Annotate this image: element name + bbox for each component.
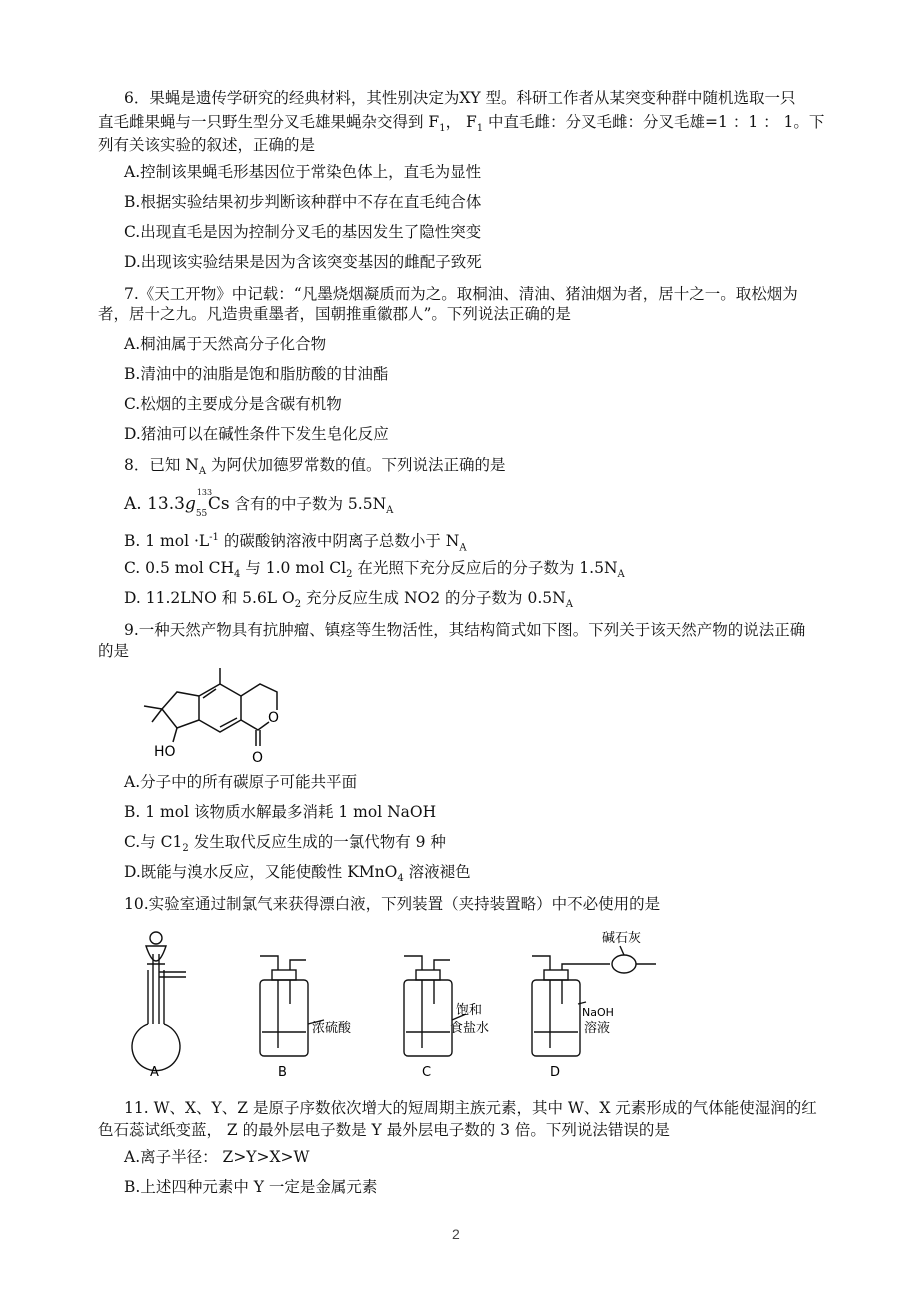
q9-stem-line2: 的是 xyxy=(98,642,130,660)
q7-option-c: C.松烟的主要成分是含碳有机物 xyxy=(124,395,342,413)
q9-option-c: C.与 $C1_2$ 发生取代反应生成的一氯代物有 9 种 xyxy=(124,833,446,855)
ring-oxygen-label: O xyxy=(268,710,280,726)
reagent-soda-lime: 碱石灰 xyxy=(602,931,642,946)
q10-stem: 10.实验室通过制氯气来获得漂白液，下列装置（夹持装置略）中不必使用的是 xyxy=(124,895,661,913)
q6-stem-line2: 直毛雌果蝇与一只野生型分叉毛雄果蝇杂交得到 $F_1$， $F_1$ 中直毛雌：分叉毛雌：分叉毛雄=1 ：1 ： 1。下 xyxy=(98,113,825,135)
q11-stem-line2: 色石蕊试纸变蓝， Z 的最外层电子数是 Y 最外层电子数的 3 倍。下列说法错误的是 xyxy=(98,1121,670,1139)
q6-stem-line3: 列有关该实验的叙述，正确的是 xyxy=(98,136,316,154)
q6-option-c: C.出现直毛是因为控制分叉毛的基因发生了隐性突变 xyxy=(124,223,482,241)
q8-option-a: A. 13.3g 133 55 Cs 含有的中子数为 $5.5N_A$ xyxy=(124,488,394,519)
reagent-solution: 溶液 xyxy=(584,1021,611,1036)
apparatus-d-label: D xyxy=(550,1065,561,1080)
q6-option-d: D.出现该实验结果是因为含该突变基因的雌配子致死 xyxy=(124,253,482,271)
cyclopentane-ring xyxy=(162,692,199,728)
q9-option-b: B. 1 mol 该物质水解最多消耗 1 mol NaOH xyxy=(124,803,437,821)
q9-option-d: D.既能与溴水反应，又能使酸性 KMnO$_4$ 溶液褪色 xyxy=(124,863,471,885)
carbonyl-oxygen-label: O xyxy=(252,750,264,766)
reagent-conc-sulfuric-acid: 浓硫酸 xyxy=(312,1021,352,1036)
q9-option-a: A.分子中的所有碳原子可能共平面 xyxy=(124,773,358,791)
q8-option-b: B. 1 mol $\cdot L^{-1}$ 的碳酸钠溶液中阴离子总数小于 $N_A$ xyxy=(124,532,467,554)
apparatus-b-label: B xyxy=(278,1065,287,1080)
q10-apparatus-figure xyxy=(120,924,680,1080)
q11-option-a: A.离子半径： Z>Y>X>W xyxy=(124,1148,310,1166)
q7-option-b: B.清油中的油脂是饱和脂肪酸的甘油酯 xyxy=(124,365,389,383)
q6-option-b: B.根据实验结果初步判断该种群中不存在直毛纯合体 xyxy=(124,193,482,211)
apparatus-b-bottle xyxy=(260,956,324,1056)
reagent-saturated: 饱和 xyxy=(456,1003,483,1018)
lactone-ring xyxy=(241,684,277,710)
q8-option-c: C. 0.5 mol $CH_4$ 与 1.0 mol $Cl_2$ 在光照下充分反应后的分子数为 $1.5N_A$ xyxy=(124,559,625,581)
q7-option-a: A.桐油属于天然高分子化合物 xyxy=(124,335,327,353)
reagent-naoh: NaOH xyxy=(582,1006,614,1019)
q11-option-b: B.上述四种元素中 Y 一定是金属元素 xyxy=(124,1178,378,1196)
apparatus-a-label: A xyxy=(150,1065,159,1080)
q8-stem: 8．已知 $N_A$ 为阿伏加德罗常数的值。下列说法正确的是 xyxy=(124,456,506,478)
hydroxyl-label: HO xyxy=(154,744,176,760)
q8-option-d: D. 11.2LNO 和 5.6L $O_2$ 充分反应生成 NO2 的分子数为 $0.5N_A$ xyxy=(124,589,573,611)
q7-stem-line2: 者，居十之九。凡造贵重墨者，国朝推重徽郡人”。下列说法正确的是 xyxy=(98,305,571,323)
q7-stem-line1: 7.《天工开物》中记载：“凡墨烧烟凝质而为之。取桐油、清油、猪油烟为者，居十之一。取松烟为 xyxy=(124,285,798,303)
apparatus-a-flask xyxy=(132,932,186,1071)
q6-stem-line1: 6．果蝇是遗传学研究的经典材料，其性别决定为XY 型。科研工作者从某突变种群中随机选取一只 xyxy=(124,89,796,107)
page-number: 2 xyxy=(452,1226,460,1242)
q11-stem-line1: 11. W、X、Y、Z 是原子序数依次增大的短周期主族元素，其中 W、X 元素形成的气体能使湿润的红 xyxy=(124,1099,817,1117)
reagent-salt-water: 食盐水 xyxy=(450,1021,490,1036)
apparatus-d-bottle xyxy=(532,946,656,1056)
q7-option-d: D.猪油可以在碱性条件下发生皂化反应 xyxy=(124,425,389,443)
benzene-ring xyxy=(199,684,241,732)
apparatus-c-label: C xyxy=(422,1065,432,1080)
q6-option-a: A.控制该果蝇毛形基因位于常染色体上，直毛为显性 xyxy=(124,163,482,181)
q9-stem-line1: 9.一种天然产物具有抗肿瘤、镇痉等生物活性，其结构简式如下图。下列关于该天然产物的说法正确 xyxy=(124,621,806,639)
q9-structure-figure xyxy=(140,664,300,766)
